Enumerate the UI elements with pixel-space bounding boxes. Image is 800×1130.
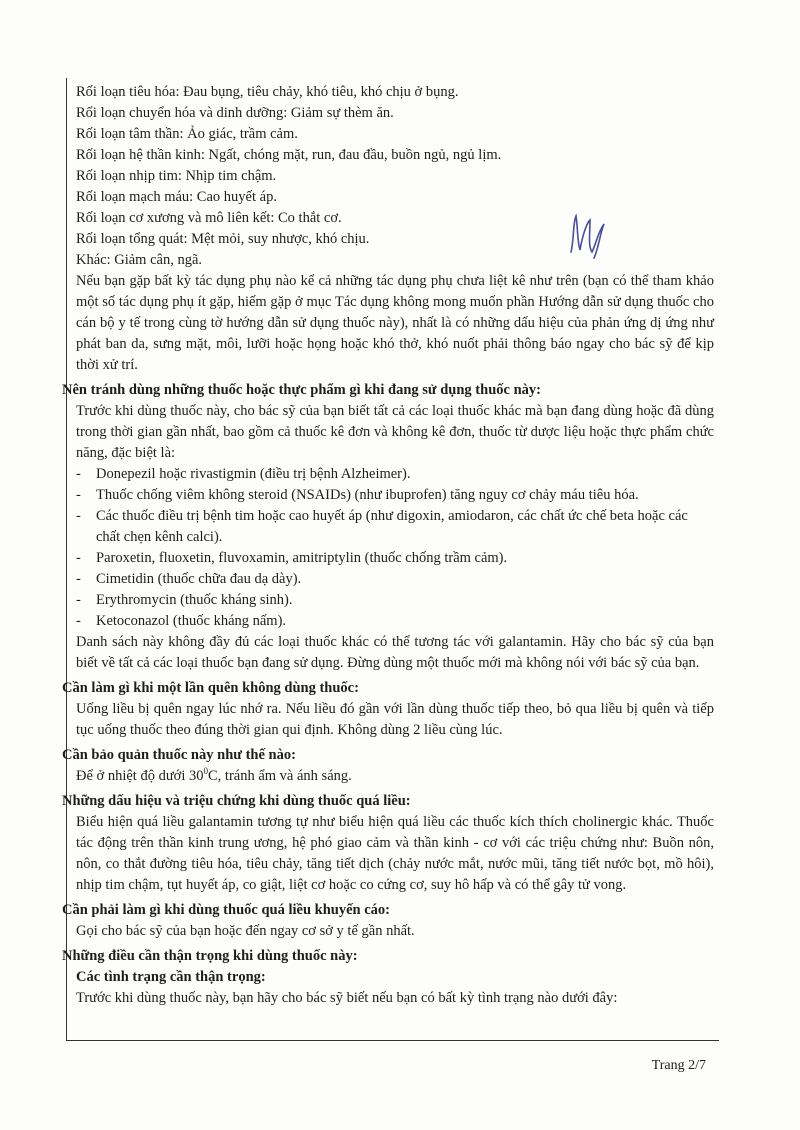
- page-number: Trang 2/7: [651, 1058, 706, 1073]
- precautions-heading: Những điều cần thận trọng khi dùng thuốc này:: [62, 948, 358, 964]
- interaction-item: - Erythromycin (thuốc kháng sinh).: [76, 590, 714, 611]
- interaction-item: - Ketoconazol (thuốc kháng nấm).: [76, 611, 714, 632]
- overdose-action-text: Gọi cho bác sỹ của bạn hoặc đến ngay cơ sở y tế gần nhất.: [76, 923, 415, 939]
- overdose-text: Biểu hiện quá liều galantamin tương tự như biểu hiện quá liều các thuốc kích thích cholinergic khác. Thuốc tác động trên thần kinh trung ương, hệ phó giao cảm và thần kinh - cơ với các triệu chứng như: Buồn nôn, nôn, co thắt đường tiêu hóa, tiêu chảy, tăng tiết dịch (chảy nước mắt, nước mũi, tăng tiết nước bọt, mồ hôi), nhịp tim chậm, tụt huyết áp, co giật, liệt cơ hoặc co cứng cơ, suy hô hấp và có thể gây tử vong.: [76, 814, 714, 893]
- side-effect-item: Khác: Giảm cân, ngã.: [76, 252, 203, 268]
- overdose-heading: Những dấu hiệu và triệu chứng khi dùng thuốc quá liều:: [62, 793, 411, 809]
- side-effect-item: Rối loạn nhịp tim: Nhịp tim chậm.: [76, 168, 277, 184]
- interactions-list: [58, 464, 714, 632]
- side-effect-item: Rối loạn tiêu hóa: Đau bụng, tiêu chảy, khó tiêu, khó chịu ở bụng.: [76, 84, 459, 100]
- side-effect-item: Rối loạn mạch máu: Cao huyết áp.: [76, 189, 277, 205]
- interactions-heading: Nên tránh dùng những thuốc hoặc thực phẩm gì khi đang sử dụng thuốc này:: [62, 382, 541, 398]
- overdose-action-heading: Cần phải làm gì khi dùng thuốc quá liều khuyến cáo:: [62, 902, 390, 918]
- side-effect-item: Rối loạn cơ xương và mô liên kết: Co thắt cơ.: [76, 210, 342, 226]
- side-effect-item: Rối loạn tổng quát: Mệt mỏi, suy nhược, khó chịu.: [76, 231, 370, 247]
- precautions-subheading: Các tình trạng cần thận trọng:: [76, 969, 266, 985]
- storage-text: Để ở nhiệt độ dưới $30^0C$, tránh ẩm và ánh sáng.: [76, 766, 352, 784]
- storage-heading: Cần bảo quản thuốc này như thế nào:: [62, 747, 296, 763]
- side-effects-note: Nếu bạn gặp bất kỳ tác dụng phụ nào kể cả những tác dụng phụ chưa liệt kê như trên (bạn có thể tham khảo một số tác dụng phụ ít gặp, hiếm gặp ở mục Tác dụng không mong muốn phần Hướng dẫn sử dụng thuốc cho cán bộ y tế trong cùng tờ hướng dẫn sử dụng thuốc này), nhất là có những dấu hiệu của phản ứng dị ứng như phát ban da, sưng mặt, môi, lưỡi hoặc họng hoặc khó thở, khó nuốt phải thông báo ngay cho bác sỹ để kịp thời xử trí.: [76, 273, 714, 373]
- interactions-intro: Trước khi dùng thuốc này, cho bác sỹ của bạn biết tất cả các loại thuốc khác mà bạn đang dùng hoặc đã dùng trong thời gian gần nhất, bao gồm cả thuốc kê đơn và không kê đơn, thuốc từ dược liệu hoặc thực phẩm chức năng, đặc biệt là:: [76, 403, 714, 461]
- interaction-item: - Thuốc chống viêm không steroid (NSAIDs) (như ibuprofen) tăng nguy cơ chảy máu tiêu hóa.: [76, 485, 714, 506]
- missed-dose-heading: Cần làm gì khi một lần quên không dùng thuốc:: [62, 680, 359, 696]
- leaflet-page: [58, 82, 714, 1009]
- interaction-item: - Cimetidin (thuốc chữa đau dạ dày).: [76, 569, 714, 590]
- interaction-item: - Donepezil hoặc rivastigmin (điều trị bệnh Alzheimer).: [76, 464, 714, 485]
- interaction-item: - Các thuốc điều trị bệnh tim hoặc cao huyết áp (như digoxin, amiodaron, các chất ức chế beta hoặc các chất chẹn kênh calci).: [76, 506, 714, 548]
- side-effect-item: Rối loạn chuyển hóa và dinh dưỡng: Giảm sự thèm ăn.: [76, 105, 394, 121]
- side-effect-item: Rối loạn tâm thần: Ảo giác, trầm cảm.: [76, 126, 298, 142]
- side-effect-item: Rối loạn hệ thần kinh: Ngất, chóng mặt, run, đau đầu, buồn ngủ, ngủ lịm.: [76, 147, 502, 163]
- missed-dose-text: Uống liều bị quên ngay lúc nhớ ra. Nếu liều đó gần với lần dùng thuốc tiếp theo, bỏ qua liều bị quên và tiếp tục uống thuốc theo đúng thời gian qui định. Không dùng 2 liều cùng lúc.: [76, 701, 714, 738]
- side-effects-list: [58, 82, 714, 271]
- precautions-text: Trước khi dùng thuốc này, bạn hãy cho bác sỹ biết nếu bạn có bất kỳ tình trạng nào dưới đây:: [76, 990, 618, 1006]
- interactions-outro: Danh sách này không đầy đủ các loại thuốc khác có thể tương tác với galantamin. Hãy cho bác sỹ của bạn biết về tất cả các loại thuốc bạn đang sử dụng. Đừng dùng một thuốc mới mà không nói với bác sỹ của bạn.: [76, 634, 714, 671]
- interaction-item: - Paroxetin, fluoxetin, fluvoxamin, amitriptylin (thuốc chống trầm cảm).: [76, 548, 714, 569]
